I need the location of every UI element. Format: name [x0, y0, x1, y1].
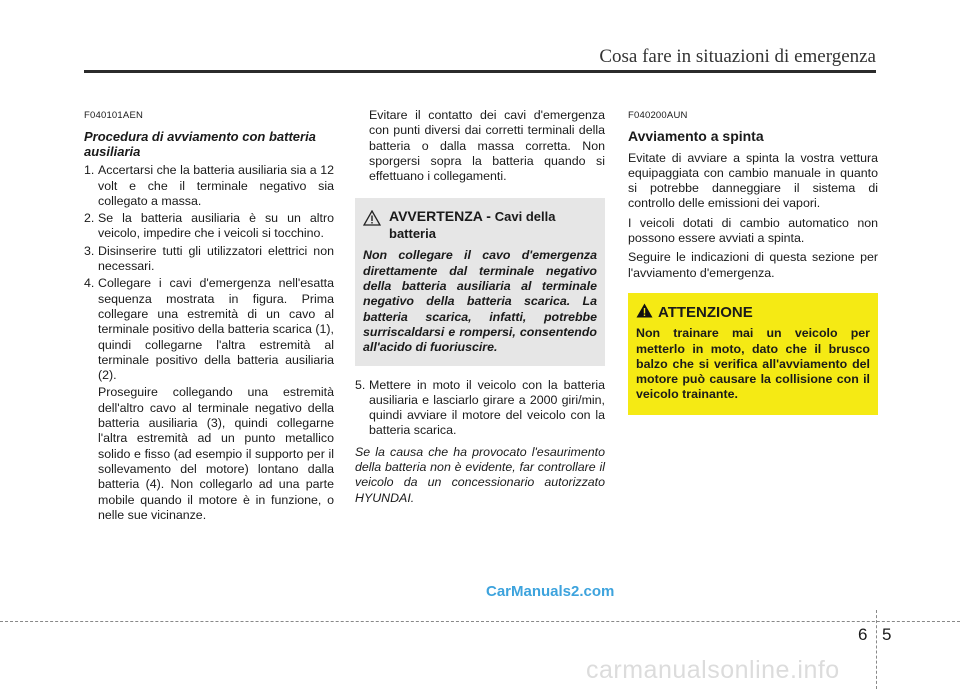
- paragraph: Evitate di avviare a spinta la vostra vettura equipaggiata con cambio manuale in quanto si potrebbe danneggiare il sistema di controllo delle emissioni dei vapori.: [628, 150, 878, 211]
- section-code: F040101AEN: [84, 110, 144, 121]
- chapter-number: 6: [858, 625, 868, 644]
- warning-title-main: AVVERTENZA -: [389, 208, 495, 225]
- step-number: 2.: [84, 211, 95, 226]
- warning-text: Non collegare il cavo d'emergenza direttamente dal terminale negativo della batteria ausiliaria al terminale negativo della batteria scarica. La batteria scarica, infatti, potrebbe surriscaldarsi e rompersi, consentendo all'acido di fuoriuscire.: [363, 248, 597, 355]
- column-1: [84, 108, 334, 523]
- footer-rule: [0, 621, 960, 622]
- section-title: Procedura di avviamento con batteria ausiliaria: [84, 129, 316, 160]
- step-number: 4.: [84, 276, 95, 291]
- attention-title: ATTENZIONE: [658, 303, 753, 321]
- step-text: Disinserire tutti gli utilizzatori elettrici non necessari.: [98, 243, 334, 274]
- header-rule: [84, 70, 876, 73]
- step-1: [84, 163, 334, 209]
- step-text: Se la batteria ausiliaria è su un altro veicolo, impedire che i veicoli si tocchino.: [98, 211, 334, 241]
- step-text: Mettere in moto il veicolo con la batteria ausiliaria e lasciarlo girare a 2000 giri/min, quindi avviare il motore del veicolo con la batteria scarica.: [369, 377, 605, 438]
- section-title: Avviamento a spinta: [628, 128, 764, 145]
- warning-box: [355, 198, 605, 365]
- warning-header: [363, 208, 597, 242]
- warning-title: [389, 208, 597, 242]
- page-number-separator: [876, 610, 877, 689]
- note-paragraph: Se la causa che ha provocato l'esaurimento della batteria non è evidente, far controllare il veicolo da un concessionario autorizzato HYUNDAI.: [355, 444, 605, 505]
- paragraph: I veicoli dotati di cambio automatico non possono essere avviati a spinta.: [628, 215, 878, 246]
- attention-text: Non trainare mai un veicolo per metterlo in moto, dato che il brusco balzo che si verifica all'avviamento del motore può causare la collisione con il veicolo trainante.: [636, 326, 870, 402]
- step-number: 1.: [84, 163, 95, 178]
- site-watermark: carmanualsonline.info: [586, 656, 840, 684]
- column-3: [628, 108, 878, 415]
- watermark-logo[interactable]: CarManuals2.com: [486, 583, 615, 600]
- warning-triangle-outline-icon: [363, 210, 389, 230]
- warning-subtitle: Cavi della batteria: [389, 209, 556, 242]
- step-text: Accertarsi che la batteria ausiliaria sia a 12 volt e che il terminale negativo sia collegato a massa.: [98, 163, 334, 208]
- step-number: 3.: [84, 243, 95, 258]
- section-code: F040200AUN: [628, 110, 688, 121]
- step-3: [84, 244, 334, 275]
- attention-box: [628, 293, 878, 415]
- attention-header: [636, 303, 870, 322]
- page-number: 5: [882, 625, 892, 644]
- step-2: [84, 211, 334, 242]
- warning-triangle-filled-icon: [636, 303, 658, 322]
- column-2: [355, 108, 605, 506]
- step-4-continuation: Proseguire collegando una estremità dell'altro cavo al terminale negativo della batteria ausiliaria (3), quindi collegarne l'altra estremità ad un punto metallico solido e fisso (ad esempio il supporto per il sollevamento del motore) lontano dalla batteria (4). Non collegarlo ad una parte mobile quando il motore è in funzione, o nelle sue vicinanze.: [98, 385, 334, 522]
- paragraph: Seguire le indicazioni di questa sezione per l'avviamento d'emergenza.: [628, 250, 878, 280]
- step-5: [355, 378, 605, 439]
- step-4: [84, 276, 334, 383]
- step-text: Collegare i cavi d'emergenza nell'esatta sequenza mostrata in figura. Prima collegare una estremità di un cavo al terminale positivo della batteria scarica (1), quindi collegarne l'altra estremità al terminale positivo della batteria ausiliaria (2).: [98, 276, 334, 383]
- step-number: 5.: [355, 377, 366, 392]
- page-header-title: Cosa fare in situazioni di emergenza: [599, 46, 876, 67]
- intro-paragraph: Evitare il contatto dei cavi d'emergenza con punti diversi dai corretti terminali della batteria o dalla massa corretta. Non sporgersi sopra la batteria quando si effettuano i collegamenti.: [369, 108, 605, 184]
